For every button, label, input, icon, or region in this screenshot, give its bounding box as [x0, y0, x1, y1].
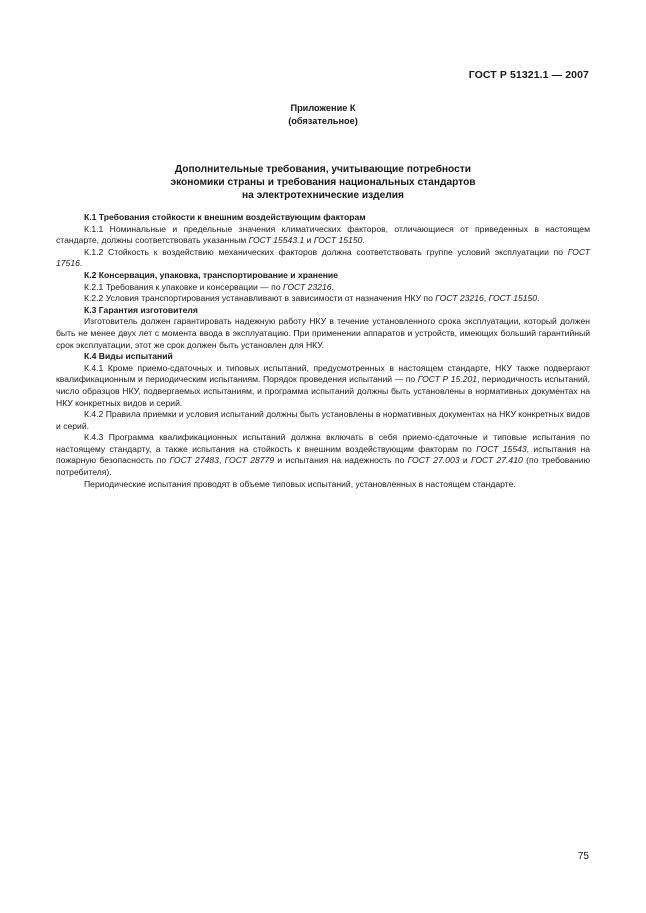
standard-reference: ГОСТ 15150 — [488, 293, 538, 304]
standard-reference: ГОСТ 23216 — [435, 293, 484, 304]
text-segment: и — [459, 455, 471, 466]
title-line: экономики страны и требования национальных стандартов — [170, 177, 476, 188]
paragraph — [56, 282, 590, 294]
standard-reference: ГОСТ 28779 — [224, 455, 275, 466]
text-segment: , — [483, 293, 489, 304]
paragraph — [56, 247, 590, 270]
title-line: на электротехнические изделия — [241, 190, 404, 201]
standard-reference: ГОСТ 15150 — [313, 235, 363, 246]
text-segment: Изготовитель должен гарантировать надежную работу НКУ в течение установленного срока эксплуатации, который должен быть не менее двух лет с момента ввода в эксплуатацию. При применении аппаратов и устройств, имеющих больший гарантийный срок эксплуатации, этот же срок должен быть установлен для НКУ. — [56, 316, 590, 350]
text-segment: (по требованию потребителя). — [56, 455, 591, 478]
page-number: 75 — [577, 851, 589, 862]
section-title — [0, 163, 646, 202]
text-segment: К.2.1 Требования к упаковке и консервации — по — [84, 281, 283, 292]
section-heading — [56, 212, 590, 224]
paragraph — [56, 409, 590, 432]
text-segment: К.1.1 Номинальные и предельные значения климатических факторов, отличающиеся от приведенных в настоящем стандарте, должны соответствовать указанным — [56, 223, 590, 246]
text-segment: К.3 Гарантия изготовителя — [84, 304, 198, 315]
standard-reference: ГОСТ Р 15.201 — [417, 374, 478, 385]
paragraph — [56, 224, 590, 247]
paragraph — [56, 316, 590, 351]
standard-reference: ГОСТ 27483 — [169, 455, 219, 466]
standard-reference: ГОСТ 27.410 — [470, 455, 523, 466]
standard-reference: ГОСТ 23216 — [282, 281, 332, 292]
section-heading — [56, 305, 590, 317]
paragraph — [56, 293, 590, 305]
text-segment: К.1 Требования стойкости к внешним воздействующим факторам — [84, 212, 366, 222]
section-heading — [56, 351, 590, 363]
text-segment: . — [362, 235, 365, 246]
paragraph — [56, 432, 590, 478]
section-heading — [56, 270, 590, 282]
document-body — [56, 212, 590, 490]
paragraph — [56, 363, 590, 409]
paragraph — [56, 479, 590, 491]
text-segment: и — [304, 235, 314, 246]
text-segment: Периодические испытания проводят в объеме типовых испытаний, установленных в настоящем стандарте. — [84, 478, 516, 489]
annex-title: Приложение К — [290, 103, 356, 113]
standard-reference: ГОСТ 17516 — [56, 246, 590, 269]
text-segment: , периодичность испытаний, число образцов НКУ, подвергаемых испытаниям, и программа испытаний должны быть установлены в нормативных документах на НКУ конкретных видов и серий. — [56, 374, 590, 408]
standard-reference: ГОСТ 15543.1 — [248, 235, 305, 246]
text-segment: К.4.2 Правила приемки и условия испытаний должны быть установлены в нормативных документах на НКУ конкретных видов и серий. — [56, 409, 590, 431]
text-segment: К.2 Консервация, упаковка, транспортирование и хранение — [84, 269, 338, 280]
text-segment: К.4.3 Программа квалификационных испытаний должна включать в себя приемо-сдаточные и типовые испытания по настоящему стандарту, а также испытания на стойкость к внешним воздействующим факторам по — [56, 432, 590, 454]
annex-heading — [0, 102, 646, 127]
text-segment: . — [331, 281, 334, 292]
title-line: Дополнительные требования, учитывающие потребности — [174, 164, 472, 175]
text-segment: и испытания на надежность по — [274, 455, 408, 466]
text-segment: . — [79, 258, 83, 269]
standard-reference: ГОСТ 27.003 — [407, 455, 460, 466]
text-segment: . — [537, 293, 540, 304]
text-segment: , — [218, 455, 225, 466]
text-segment: , испытания на пожарную безопасность по — [56, 443, 591, 466]
text-segment: К.4.1 Кроме приемо-сдаточных и типовых испытаний, предусмотренных в настоящем стандарте, НКУ также подвергают квалификационным и периодическим испытаниям. Порядок проведения испытаний — по — [56, 362, 590, 385]
text-segment: К.2.2 Условия транспортирования устанавливают в зависимости от назначения НКУ по — [84, 293, 436, 304]
document-code: ГОСТ Р 51321.1 — 2007 — [468, 69, 589, 81]
standard-reference: ГОСТ 15543 — [476, 443, 527, 454]
text-segment: К.1.2 Стойкость к воздействию механических факторов должна соответствовать группе условий эксплуатации по — [84, 246, 568, 257]
annex-status: (обязательное) — [288, 115, 358, 126]
text-segment: К.4 Виды испытаний — [84, 351, 173, 362]
